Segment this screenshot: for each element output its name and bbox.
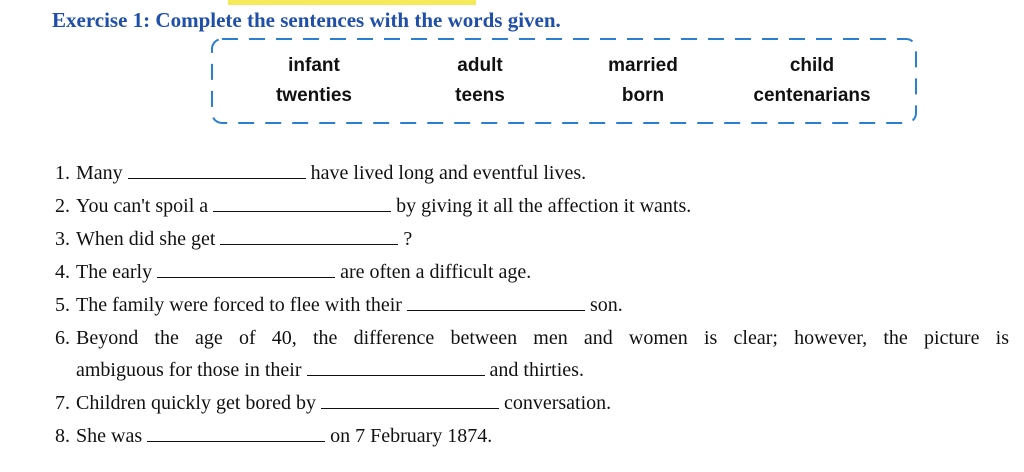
sentence-text-after: are often a difficult age. bbox=[340, 261, 532, 283]
sentence-number: 1. bbox=[55, 162, 70, 184]
sentence-4 bbox=[55, 261, 531, 284]
sentence-8 bbox=[55, 425, 492, 448]
word-married: married bbox=[608, 55, 678, 76]
word-centenarians: centenarians bbox=[753, 85, 871, 106]
sentence-line-2 bbox=[76, 359, 584, 382]
sentence-text-after: ? bbox=[403, 228, 413, 250]
sentence-5 bbox=[55, 294, 623, 317]
answer-blank[interactable] bbox=[157, 263, 335, 278]
sentence-number: 2. bbox=[55, 195, 70, 217]
word-twenties: twenties bbox=[275, 85, 353, 106]
word-infant: infant bbox=[288, 55, 340, 76]
sentence-number: 4. bbox=[55, 261, 70, 283]
sentence-text-before: Children quickly get bored by bbox=[76, 392, 316, 414]
answer-blank[interactable] bbox=[307, 361, 485, 376]
sentence-text-before: The early bbox=[76, 261, 153, 283]
sentence-text-after: conversation. bbox=[503, 392, 612, 414]
answer-blank[interactable] bbox=[321, 394, 499, 409]
answer-blank[interactable] bbox=[213, 197, 391, 212]
word-adult: adult bbox=[457, 55, 503, 76]
sentence-number: 6. bbox=[55, 327, 70, 349]
answer-blank[interactable] bbox=[147, 427, 325, 442]
word-born: born bbox=[621, 85, 665, 106]
word-teens: teens bbox=[455, 85, 505, 106]
sentence-text-before: She was bbox=[76, 425, 143, 447]
sentence-number: 8. bbox=[55, 425, 70, 447]
sentence-text-after: by giving it all the affection it wants. bbox=[396, 195, 692, 217]
sentence-2 bbox=[55, 195, 691, 218]
exercise-title: Exercise 1: Complete the sentences with the words given. bbox=[52, 8, 561, 32]
answer-blank[interactable] bbox=[407, 296, 585, 311]
sentence-text-before: The family were forced to flee with their bbox=[76, 294, 402, 316]
sentence-line-1: Beyond the age of 40, the difference between men and women is clear; however, the picture is bbox=[76, 327, 1009, 349]
sentence-text-after: and thirties. bbox=[489, 359, 584, 381]
sentence-text-before: When did she get bbox=[76, 228, 216, 250]
sentence-number: 3. bbox=[55, 228, 70, 250]
sentence-1 bbox=[55, 162, 586, 185]
highlight-strip bbox=[228, 0, 476, 5]
answer-blank[interactable] bbox=[220, 230, 398, 245]
sentence-text-before: Many bbox=[76, 162, 123, 184]
sentence-text-before: ambiguous for those in their bbox=[76, 359, 302, 381]
sentence-7 bbox=[55, 392, 611, 415]
sentence-number: 5. bbox=[55, 294, 70, 316]
sentence-text-after: have lived long and eventful lives. bbox=[310, 162, 587, 184]
sentence-3 bbox=[55, 228, 412, 251]
answer-blank[interactable] bbox=[128, 164, 306, 179]
sentence-text-after: son. bbox=[589, 294, 623, 316]
dashed-border bbox=[210, 37, 918, 125]
sentence-number: 7. bbox=[55, 392, 70, 414]
sentence-text-after: on 7 February 1874. bbox=[330, 425, 493, 447]
sentence-text-before: You can't spoil a bbox=[76, 195, 209, 217]
sentence-6 bbox=[55, 327, 1013, 381]
word-child: child bbox=[789, 55, 835, 76]
word-bank-box bbox=[210, 37, 918, 125]
